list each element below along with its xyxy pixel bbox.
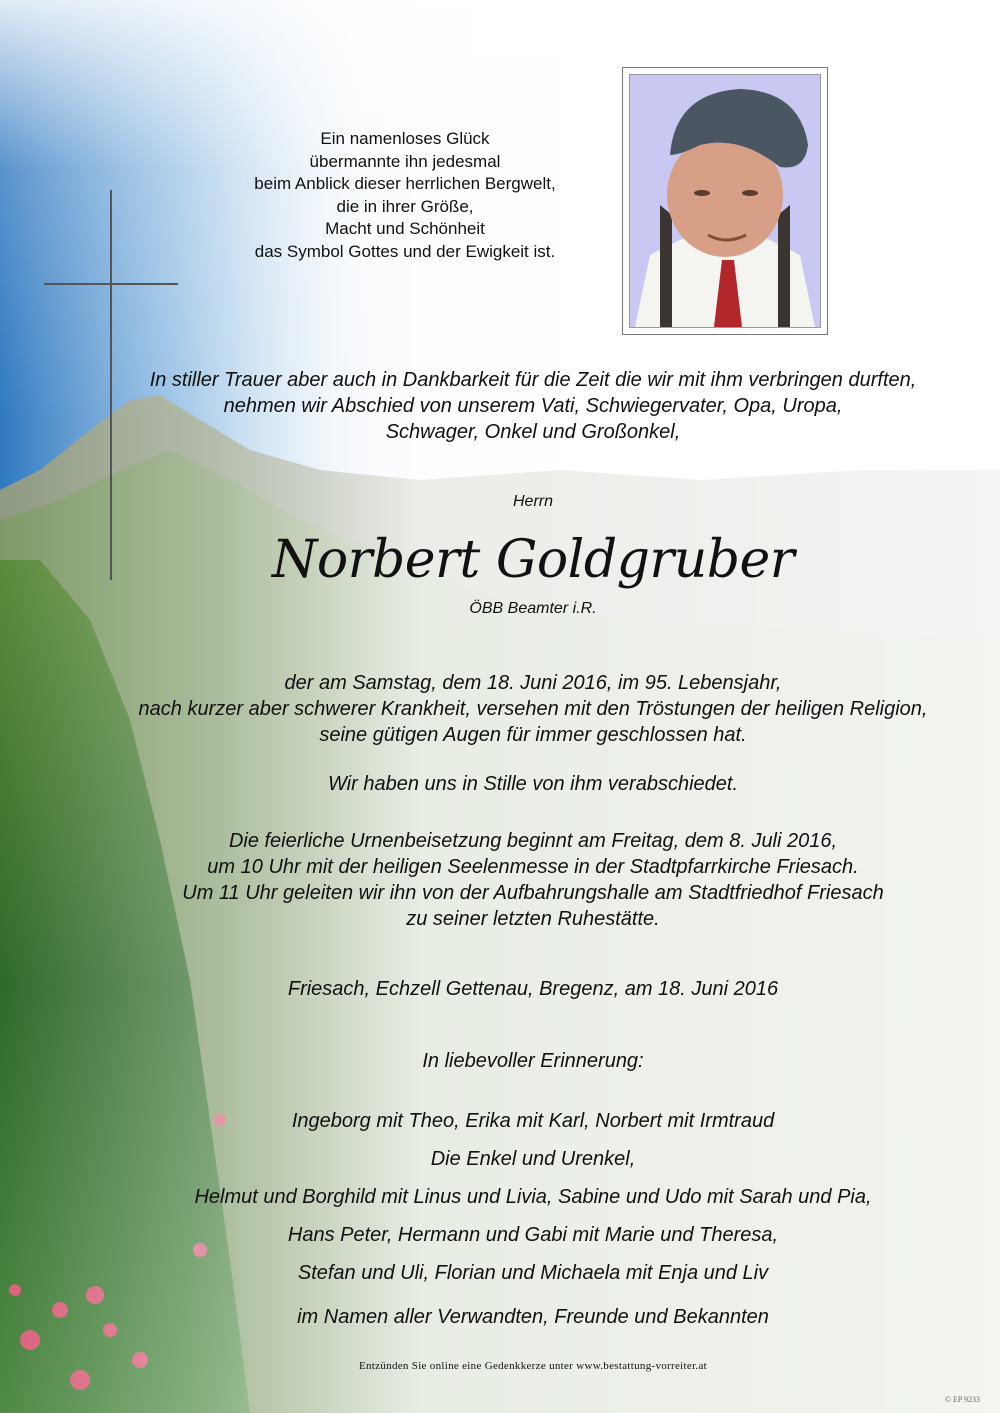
- poem-line: das Symbol Gottes und der Ewigkeit ist.: [254, 241, 556, 261]
- mourner-line: Stefan und Uli, Florian und Michaela mit Enja und Liv: [297, 1262, 769, 1284]
- mourner-line: Helmut und Borghild mit Linus und Livia, Sabine und Udo mit Sarah und Pia,: [194, 1186, 872, 1208]
- portrait-illustration: [630, 75, 820, 327]
- poem-line: Ein namenloses Glück: [320, 129, 490, 148]
- death-line: nach kurzer aber schwerer Krankheit, versehen mit den Tröstungen der heiligen Religion,: [138, 698, 928, 720]
- death-line: der am Samstag, dem 18. Juni 2016, im 95. Lebensjahr,: [284, 672, 782, 694]
- mourner-line: Die Enkel und Urenkel,: [430, 1148, 636, 1170]
- deceased-name: Norbert Goldgruber: [271, 530, 795, 590]
- deceased-title: ÖBB Beamter i.R.: [469, 600, 597, 617]
- death-notice: [80, 670, 986, 748]
- salutation: Herrn: [512, 493, 553, 510]
- funeral-line: um 10 Uhr mit der heiligen Seelenmesse in der Stadtpfarrkirche Friesach.: [207, 856, 859, 878]
- funeral-details: [120, 828, 946, 932]
- closing-text: im Namen aller Verwandten, Freunde und Bekannten: [297, 1306, 769, 1328]
- poem-line: übermannte ihn jedesmal: [309, 151, 501, 171]
- intro-line: nehmen wir Abschied von unserem Vati, Schwiegervater, Opa, Uropa,: [223, 395, 843, 417]
- portrait-frame: [622, 67, 828, 335]
- poem-line: Macht und Schönheit: [325, 219, 485, 239]
- mourner-line: Hans Peter, Hermann und Gabi mit Marie und Theresa,: [287, 1224, 779, 1246]
- cross-icon-bar: [44, 283, 178, 285]
- poem-line: beim Anblick dieser herrlichen Bergwelt,: [254, 174, 556, 194]
- funeral-line: Um 11 Uhr geleiten wir ihn von der Aufbahrungshalle am Stadtfriedhof Friesach: [182, 882, 884, 904]
- intro-line: Schwager, Onkel und Großonkel,: [385, 421, 681, 443]
- place-date: Friesach, Echzell Gettenau, Bregenz, am 18. Juni 2016: [287, 978, 779, 1000]
- print-code: © EP 9233: [944, 1395, 980, 1404]
- mourner-line: Ingeborg mit Theo, Erika mit Karl, Norbert mit Irmtraud: [291, 1110, 775, 1132]
- mourners-list: [120, 1102, 946, 1292]
- memory-heading: In liebevoller Erinnerung:: [422, 1050, 644, 1072]
- farewell-text: Wir haben uns in Stille von ihm verabschiedet.: [327, 773, 739, 795]
- portrait-photo: [629, 74, 821, 328]
- funeral-line: Die feierliche Urnenbeisetzung beginnt am Freitag, dem 8. Juli 2016,: [228, 830, 838, 852]
- death-line: seine gütigen Augen für immer geschlossen hat.: [319, 724, 747, 746]
- poem: [190, 128, 620, 264]
- intro-text: [100, 367, 966, 445]
- funeral-line: zu seiner letzten Ruhestätte.: [406, 908, 660, 930]
- footer-website-note: Entzünden Sie online eine Gedenkkerze unter www.bestattung-vorreiter.at: [358, 1360, 708, 1372]
- intro-line: In stiller Trauer aber auch in Dankbarkeit für die Zeit die wir mit ihm verbringen durften,: [149, 369, 917, 391]
- poem-line: die in ihrer Größe,: [336, 196, 474, 216]
